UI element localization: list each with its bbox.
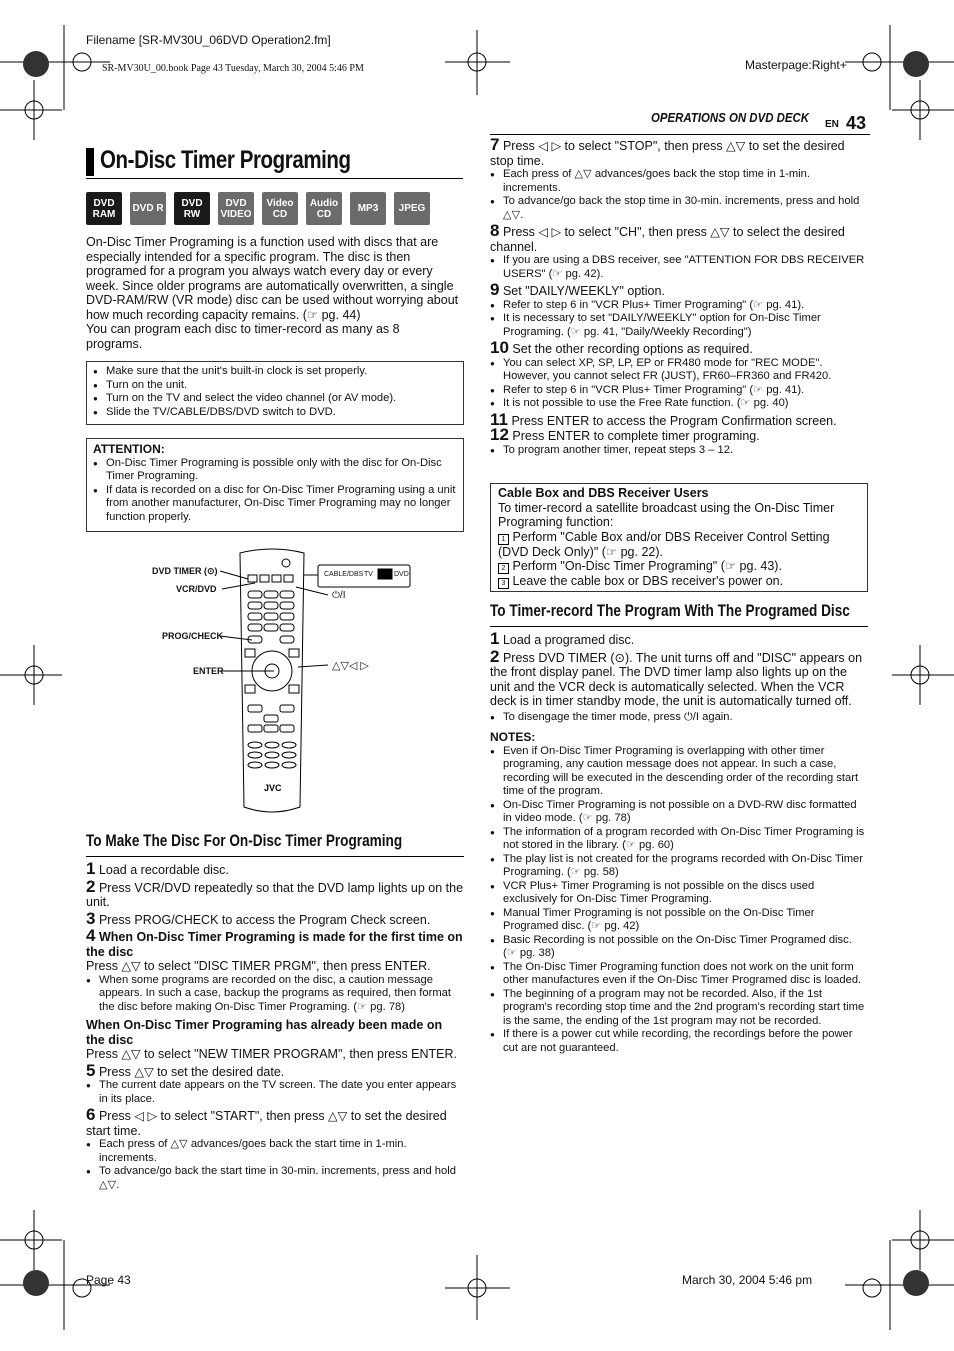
badge-dvd-r: DVD R <box>130 192 166 225</box>
note-item: ● The play list is not created for the programs recorded with On-Disc Timer Programing. (☞ pg. 58) <box>490 853 868 880</box>
badge-dvd-rw: DVD RW <box>174 192 210 225</box>
step-12-text: Press ENTER to complete timer programing. <box>512 429 760 443</box>
step-5-bullet: ● The current date appears on the TV screen. The date you enter appears in its place. <box>86 1079 464 1106</box>
right-steps: 7 Press ◁ ▷ to select "STOP", then press △▽ to set the desired stop time. ● Each press of △▽ advances/goes back the stop time in 1-min. increments. ● To advance/go back the stop time in 30-min. increments, press and hold △▽. 8 Press ◁ ▷ to select "CH", then press △▽ to select the desired channel. ● If you are using a DBS receiver, see "ATTENTION FOR DBS RECEIVER USERS" (☞ pg. 42). 9 Set "DAILY/WEEKLY" option. ● Refer to step 6 in "VCR Plus+ Timer Programing" (☞ pg. 41). ● It is necessary to set "DAILY/WEEKLY" option for On-Disc Timer Programing. (☞ pg. 41, "Daily/Weekly Recording") 10 Set the other recording options as required. ● You can select XP, SP, LP, EP or FR480 mode for "REC MODE". However, you cannot select FR (JUST), FR60–FR360 and FR420. ● Refer to step 6 in "VCR Plus+ Timer Programing" (☞ pg. 41). ● It is not possible to use the Free Rate function. (☞ pg. 40) 11 Press ENTER to access the Program Confirmation screen. 12 Press ENTER to complete timer programing. ● To program another timer, repeat steps 3 – 12. <box>490 138 868 457</box>
prep-item: ● Slide the TV/CABLE/DBS/DVD switch to DVD. <box>93 406 457 420</box>
masterpage: Masterpage:Right+ <box>745 58 847 72</box>
note-item: ● Even if On-Disc Timer Programing is overlapping with other timer programing, any caution message does not appear. In such a case, recording will be executed in the descending order of the recording start time of the program. <box>490 745 868 799</box>
step-6-bullet: ● To advance/go back the start time in 30-min. increments, press and hold △▽. <box>86 1165 464 1192</box>
note-item: ● Manual Timer Programing is not possible on the On-Disc Timer Programed disc. (☞ pg. 42) <box>490 907 868 934</box>
step-7-bullet: ● To advance/go back the stop time in 30-min. increments, press and hold △▽. <box>490 195 868 222</box>
step-4-text-2: Press △▽ to select "NEW TIMER PROGRAM", then press ENTER. <box>86 1047 458 1061</box>
prep-item: ● Turn on the TV and select the video channel (or AV mode). <box>93 392 457 406</box>
prep-item: ● Turn on the unit. <box>93 379 457 393</box>
step-10-bullet: ● You can select XP, SP, LP, EP or FR480 mode for "REC MODE". However, you cannot select FR (JUST), FR60–FR360 and FR420. <box>490 357 868 384</box>
intro-text: On-Disc Timer Programing is a function used with discs that are especially intended for a specific program. The disc is then programed for a program you always watch every day or every week. Since older programs are automatically overwritten, a single DVD-RAM/RW (VR mode) disc can be used without worrying about how much recording capacity remains. (☞ pg. 44) <box>86 235 459 322</box>
sec2-steps: 1 Load a programed disc. 2 Press DVD TIMER (⊙). The unit turns off and "DISC" appears on the front display panel. The DVD timer lamp also lights up on the unit and the VCR deck is automatically selected. When the VCR deck is in timer standby mode, the unit is automatically turned off. ● To disengage the timer mode, press ⏻/I again. NOTES: ● Even if On-Disc Timer Programing is overlapping with other timer programing, any caution message does not appear. In such a case, recording will be executed in the descending order of the recording start time of the program. ● On-Disc Timer Programing is not possible on a DVD-RW disc formatted in video mode. (☞ pg. 78) ● The information of a program recorded with On-Disc Timer Programing is not stored in the library. (☞ pg. 60) ● The play list is not created for the programs recorded with On-Disc Timer Programing. (☞ pg. 58) ● VCR Plus+ Timer Programing is not possible on the discs used exclusively for On-Disc Timer Programing. ● Manual Timer Programing is not possible on the On-Disc Timer Programed disc. (☞ pg. 42) ● Basic Recording is not possible on the On-Disc Timer Programed disc. (☞ pg. 38) ● The On-Disc Timer Programing function does not work on the unit form other manufactures even if the On-Disc Timer Programed disc is loaded. ● The beginning of a program may not be recorded. Also, if the 1st program's recording stop time and the 2nd program's recording start time is the same, the ending of the 1st program may not be recorded. ● If there is a power cut while recording, the recordings before the power cut are not guaranteed. <box>490 632 868 1055</box>
badge-mp3: MP3 <box>350 192 386 225</box>
section-rule <box>86 856 464 857</box>
attention-item: ● On-Disc Timer Programing is possible only with the disc for On-Disc Timer Programing. <box>93 457 457 484</box>
step-3-text: Press PROG/CHECK to access the Program Check screen. <box>98 912 431 927</box>
note-item: ● The On-Disc Timer Programing function does not work on the unit form other manufactures even if the On-Disc Timer Programed disc is loaded. <box>490 961 868 988</box>
footer-date: March 30, 2004 5:46 pm <box>682 1273 813 1287</box>
step-6-text: Press ◁ ▷ to select "START", then press △▽ to set the desired start time. <box>86 1109 447 1138</box>
label-dvd: DVD <box>394 571 409 578</box>
label-power: ⏻/I <box>332 590 346 601</box>
step-5-text: Press △▽ to set the desired date. <box>98 1064 285 1079</box>
label-dvd-timer: DVD TIMER (⊙) <box>152 566 218 576</box>
lang-tag: EN <box>825 119 839 130</box>
label-tv: TV <box>364 571 373 578</box>
badge-dvd-ram: DVD RAM <box>86 192 122 225</box>
step-2-text: Press VCR/DVD repeatedly so that the DVD lamp lights up on the unit. <box>86 880 464 909</box>
label-enter: ENTER <box>193 666 224 676</box>
sec2-step-1-text: Load a programed disc. <box>502 633 635 647</box>
badge-audio-cd: Audio CD <box>306 192 342 225</box>
remote-brand: JVC <box>264 783 282 793</box>
step-6-bullet: ● Each press of △▽ advances/goes back the start time in 1-min. increments. <box>86 1138 464 1165</box>
note-item: ● Basic Recording is not possible on the On-Disc Timer Programed disc. (☞ pg. 38) <box>490 934 868 961</box>
step-4-heading-2: When On-Disc Timer Programing has already been made on the disc <box>86 1018 443 1047</box>
step-10-bullet: ● Refer to step 6 in "VCR Plus+ Timer Programing" (☞ pg. 41). <box>490 384 868 398</box>
header-rule <box>490 134 870 135</box>
step-9-bullet: ● It is necessary to set "DAILY/WEEKLY" option for On-Disc Timer Programing. (☞ pg. 41, "Daily/Weekly Recording") <box>490 312 868 339</box>
note-item: ● VCR Plus+ Timer Programing is not possible on the discs used exclusively for On-Disc Timer Programing. <box>490 880 868 907</box>
left-steps: 1 Load a recordable disc. 2 Press VCR/DVD repeatedly so that the DVD lamp lights up on the unit. 3 Press PROG/CHECK to access the Program Check screen. 4 When On-Disc Timer Programing is made for the first time on the disc Press △▽ to select "DISC TIMER PRGM", then press ENTER. ● When some programs are recorded on the disc, a caution message appears. In such a case, backup the programs as required, then format the disc before making On-Disc Timer Programing. (☞ pg. 78) When On-Disc Timer Programing has already been made on the disc Press △▽ to select "NEW TIMER PROGRAM", then press ENTER. 5 Press △▽ to set the desired date. ● The current date appears on the TV screen. The date you enter appears in its place. 6 Press ◁ ▷ to select "START", then press △▽ to set the desired start time. ● Each press of △▽ advances/goes back the start time in 1-min. increments. ● To advance/go back the start time in 30-min. increments, press and hold △▽. <box>86 862 464 1192</box>
step-8-bullet: ● If you are using a DBS receiver, see "ATTENTION FOR DBS RECEIVER USERS" (☞ pg. 42). <box>490 254 868 281</box>
section-rule <box>490 626 868 627</box>
filename: Filename [SR-MV30U_06DVD Operation2.fm] <box>86 33 331 47</box>
prep-box <box>86 361 464 425</box>
cable-box-text: To timer-record a satellite broadcast using the On-Disc Timer Programing function: <box>498 500 835 529</box>
note-item: ● The information of a program recorded with On-Disc Timer Programing is not stored in the library. (☞ pg. 60) <box>490 826 868 853</box>
sec2-step-2-text: Press DVD TIMER (⊙). The unit turns off and "DISC" appears on the front display panel. The DVD timer lamp also lights up on the unit and the VCR deck is automatically selected. When the VCR deck is in timer standby mode, the unit is automatically turned off. <box>490 650 863 708</box>
step-11-text: Press ENTER to access the Program Confirmation screen. <box>511 413 837 428</box>
step-4-heading: When On-Disc Timer Programing is made for the first time on the disc <box>86 930 463 959</box>
step-8-text: Press ◁ ▷ to select "CH", then press △▽ to select the desired channel. <box>490 225 845 254</box>
step-1-text: Load a recordable disc. <box>98 863 229 877</box>
note-item: ● On-Disc Timer Programing is not possible on a DVD-RW disc formatted in video mode. (☞ pg. 78) <box>490 799 868 826</box>
disc-badges <box>86 192 430 225</box>
section-header: OPERATIONS ON DVD DECK <box>651 110 810 125</box>
cable-dbs-box: Cable Box and DBS Receiver Users To timer-record a satellite broadcast using the On-Disc Timer Programing function: 1 Perform "Cable Box and/or DBS Receiver Control Setting (DVD Deck Only)" (☞ pg. 22). 2 Perform "On-Disc Timer Programing" (☞ pg. 43). 3 Leave the cable box or DBS receiver's power on. <box>490 483 868 592</box>
badge-dvd-video: DVD VIDEO <box>218 192 254 225</box>
step-12-bullet: ● To program another timer, repeat steps 3 – 12. <box>490 444 868 458</box>
step-7-text: Press ◁ ▷ to select "STOP", then press △▽ to set the desired stop time. <box>490 139 845 168</box>
step-10-text: Set the other recording options as required. <box>512 342 753 356</box>
attention-title: ATTENTION: <box>93 442 165 456</box>
section-title-make-disc: To Make The Disc For On-Disc Timer Programing <box>86 831 403 850</box>
prep-item: ● Make sure that the unit's built-in clock is set properly. <box>93 365 457 379</box>
badge-jpeg: JPEG <box>394 192 430 225</box>
attention-item: ● If data is recorded on a disc for On-Disc Timer Programing using a unit from another manufacturer, On-Disc Timer Programing may no longer function properly. <box>93 484 457 525</box>
section-title-timer-record: To Timer-record The Program With The Programed Disc <box>490 601 850 620</box>
label-vcr-dvd: VCR/DVD <box>176 584 217 594</box>
step-4-text: Press △▽ to select "DISC TIMER PRGM", then press ENTER. <box>86 959 431 973</box>
step-7-bullet: ● Each press of △▽ advances/goes back the stop time in 1-min. increments. <box>490 168 868 195</box>
notes-title: NOTES: <box>490 730 536 744</box>
step-4-bullet: ● When some programs are recorded on the disc, a caution message appears. In such a case, backup the programs as required, then format the disc before making On-Disc Timer Programing. (☞ pg. 78) <box>86 974 464 1015</box>
cable-box-item: Perform "Cable Box and/or DBS Receiver Control Setting (DVD Deck Only)" (☞ pg. 22). <box>498 529 830 559</box>
footer-page: Page 43 <box>86 1273 131 1287</box>
page-title: On-Disc Timer Programing <box>86 146 463 179</box>
remote-control-illustration <box>200 545 415 820</box>
page-number: 43 <box>846 113 867 133</box>
cable-box-item: Leave the cable box or DBS receiver's power on. <box>512 574 784 588</box>
label-cable-dbs: CABLE/DBS <box>324 571 364 578</box>
intro-text-2: You can program each disc to timer-record as many as 8 programs. <box>86 322 400 351</box>
note-item: ● The beginning of a program may not be recorded. Also, if the 1st program's recording stop time and the 2nd program's recording start time is the same, the ending of the 1st program may not be recorded. <box>490 988 868 1029</box>
step-9-bullet: ● Refer to step 6 in "VCR Plus+ Timer Programing" (☞ pg. 41). <box>490 299 868 313</box>
label-arrows: △▽◁ ▷ <box>332 660 369 672</box>
book-info: SR-MV30U_00.book Page 43 Tuesday, March 30, 2004 5:46 PM <box>102 63 364 74</box>
cable-box-title: Cable Box and DBS Receiver Users <box>498 486 709 500</box>
step-9-text: Set "DAILY/WEEKLY" option. <box>502 284 665 298</box>
label-prog-check: PROG/CHECK <box>162 631 224 641</box>
attention-box <box>86 438 464 532</box>
cable-box-item: Perform "On-Disc Timer Programing" (☞ pg. 43). <box>512 559 782 573</box>
step-10-bullet: ● It is not possible to use the Free Rate function. (☞ pg. 40) <box>490 397 868 411</box>
sec2-step-2-bullet: ● To disengage the timer mode, press ⏻/I again. <box>490 711 868 725</box>
note-item: ● If there is a power cut while recording, the recordings before the power cut are not guaranteed. <box>490 1028 868 1055</box>
badge-video-cd: Video CD <box>262 192 298 225</box>
